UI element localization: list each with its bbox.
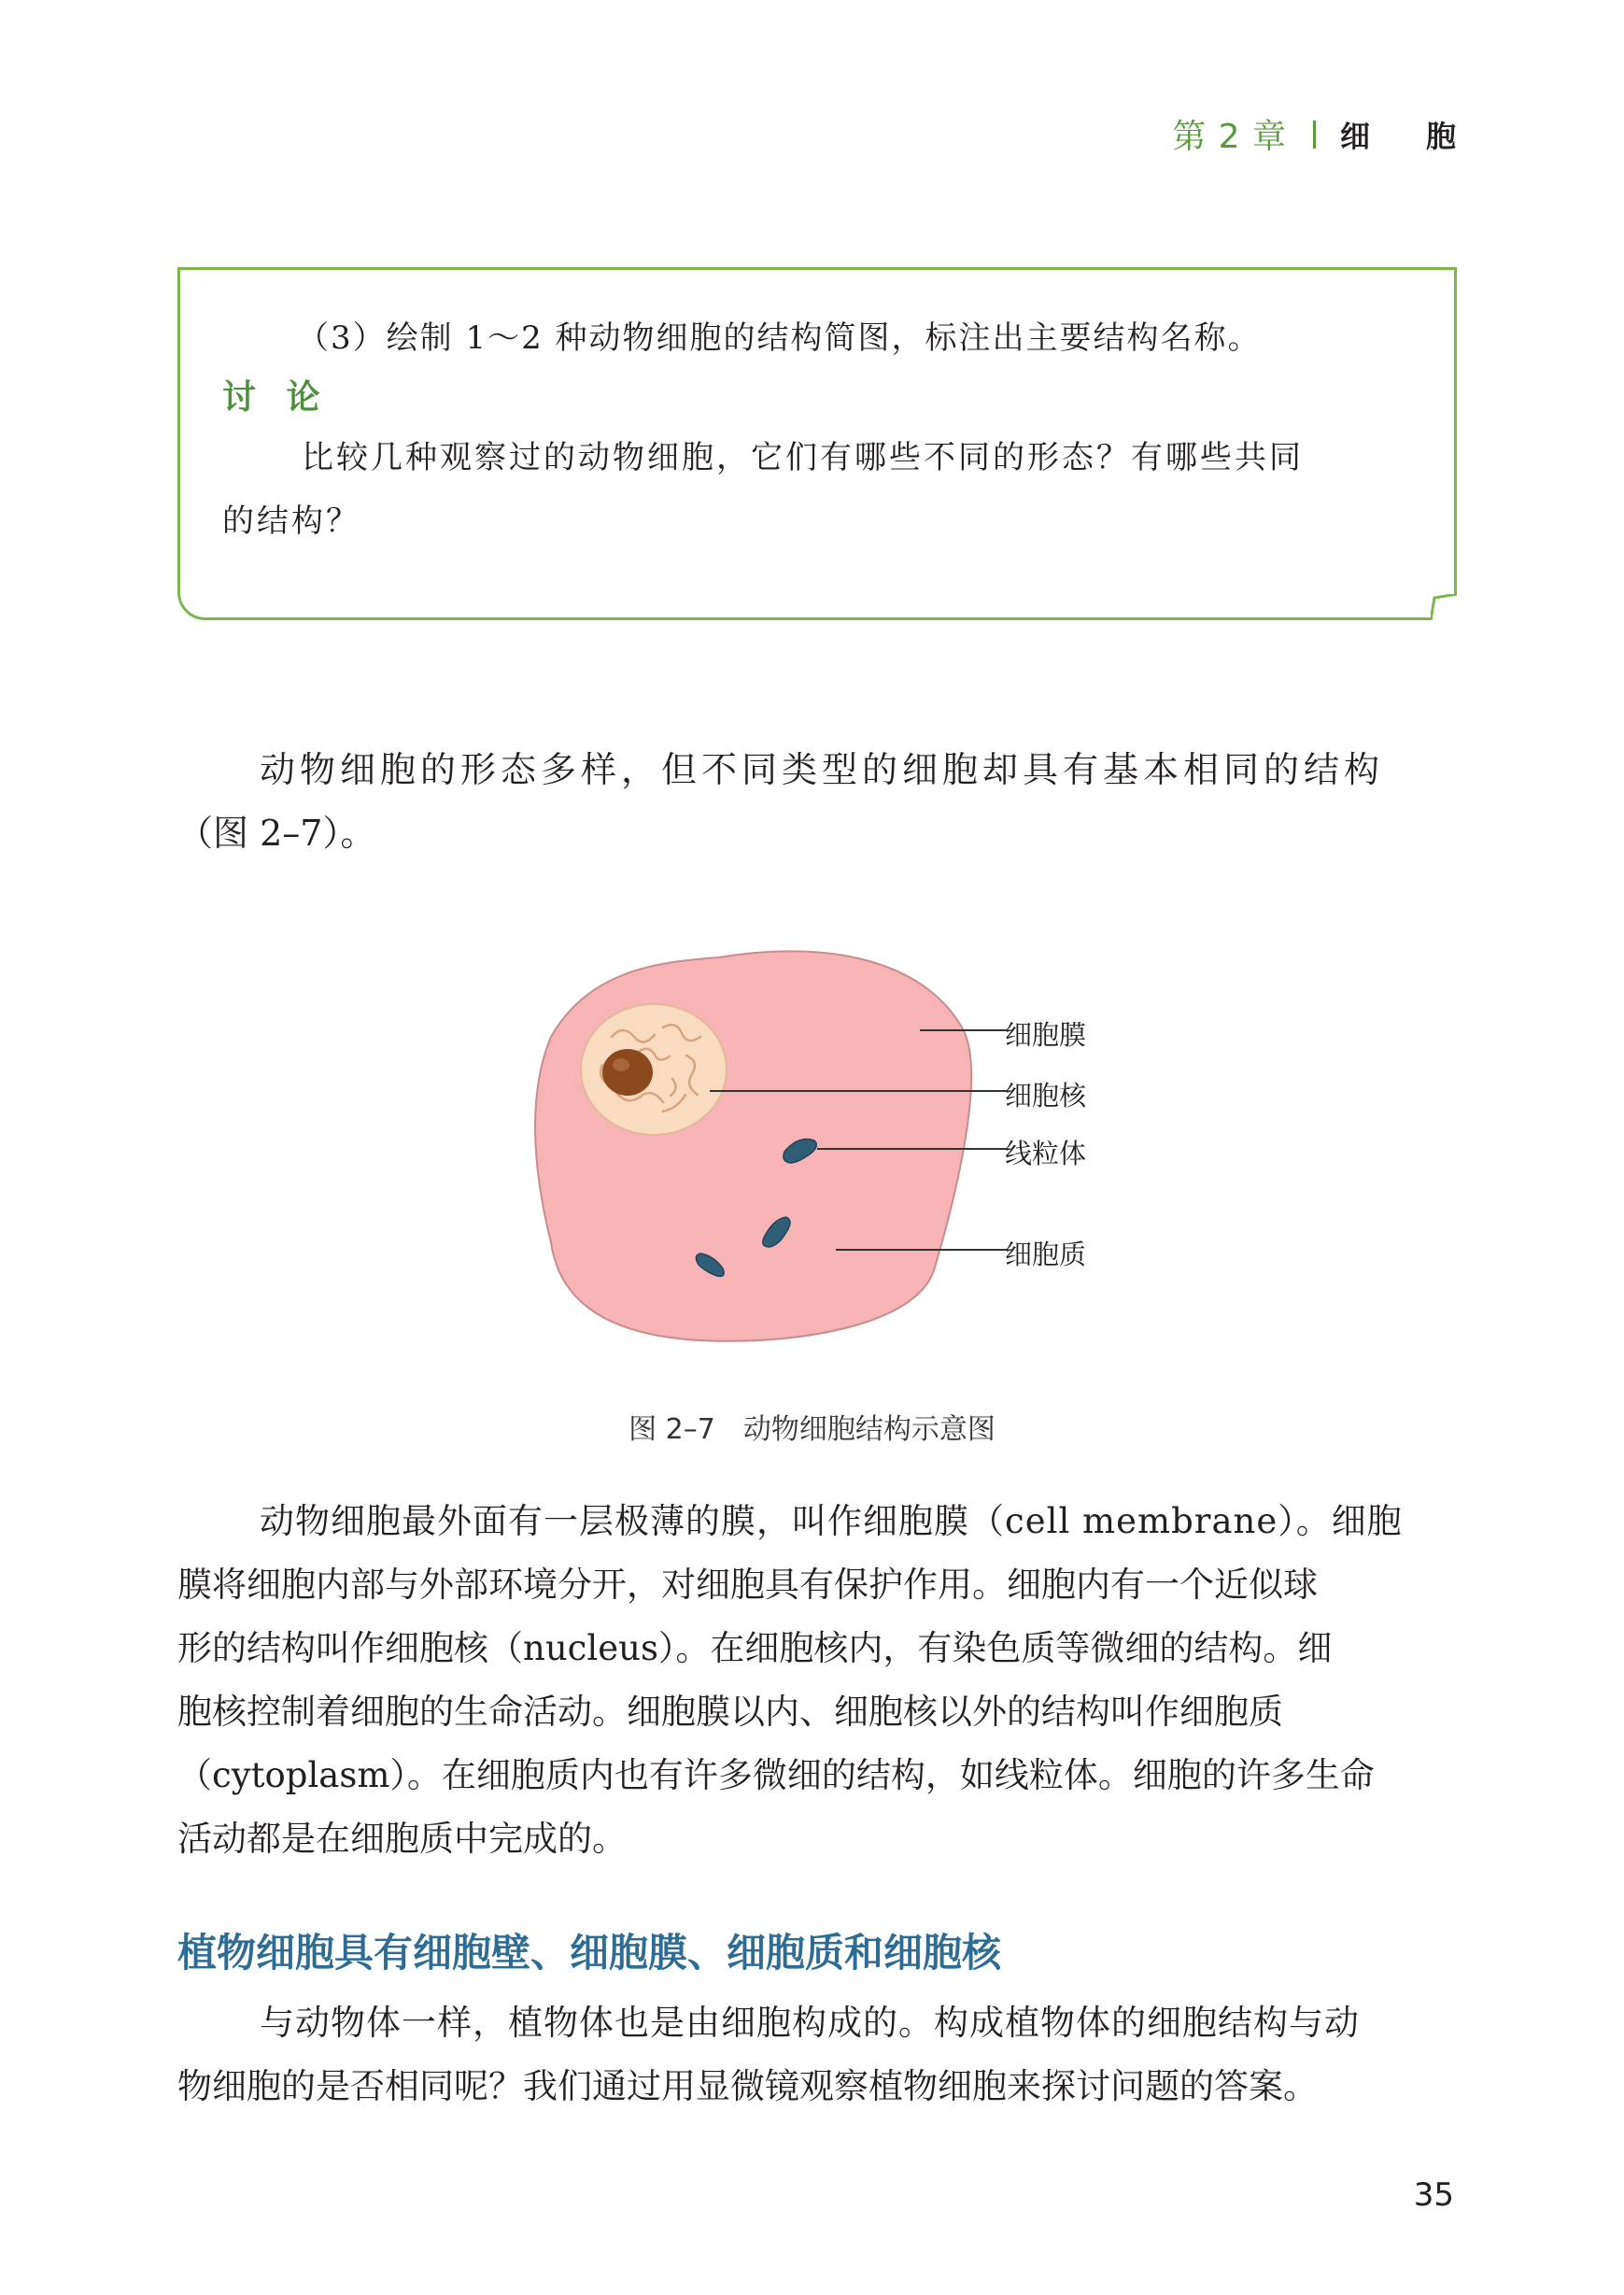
discussion-heading: 讨 论	[222, 378, 330, 417]
section-heading: 植物细胞具有细胞壁、细胞膜、细胞质和细胞核	[177, 1930, 1002, 1976]
body-line: 膜将细胞内部与外部环境分开，对细胞具有保护作用。细胞内有一个近似球	[177, 1565, 1318, 1605]
figure-caption: 图 2–7 动物细胞结构示意图	[628, 1413, 996, 1446]
activity-box	[177, 267, 1457, 620]
label-mitochondria: 线粒体	[1005, 1138, 1087, 1169]
intro-paragraph	[177, 738, 1457, 865]
body-paragraph	[177, 1490, 1457, 1871]
page-fold-corner-icon	[1431, 594, 1457, 620]
header-divider	[1313, 120, 1316, 149]
page-number: 35	[1413, 2176, 1454, 2214]
section-paragraph	[177, 1991, 1457, 2118]
body-line: （cytoplasm）。在细胞质内也有许多微细的结构，如线粒体。细胞的许多生命	[177, 1755, 1375, 1795]
discussion-text-line-1: 比较几种观察过的动物细胞，它们有哪些不同的形态？有哪些共同	[302, 439, 1304, 476]
label-cytoplasm: 细胞质	[1005, 1239, 1087, 1270]
label-nucleus: 细胞核	[1005, 1080, 1087, 1112]
body-line: 活动都是在细胞质中完成的。	[177, 1819, 627, 1859]
nucleolus	[602, 1049, 653, 1096]
body-line: 胞核控制着细胞的生命活动。细胞膜以内、细胞核以外的结构叫作细胞质	[177, 1692, 1283, 1732]
chapter-number: 第 2 章	[1172, 118, 1287, 156]
section-line: 物细胞的是否相同呢？我们通过用显微镜观察植物细胞来探讨问题的答案。	[177, 2066, 1318, 2106]
intro-line: （图 2–7）。	[177, 813, 376, 854]
chapter-title: 细胞	[1339, 118, 1512, 154]
body-line: 形的结构叫作细胞核（nucleus）。在细胞核内，有染色质等微细的结构。细	[177, 1628, 1333, 1668]
intro-line: 动物细胞的形态多样，但不同类型的细胞却具有基本相同的结构	[260, 749, 1385, 790]
discussion-text-line-2: 的结构？	[222, 503, 360, 540]
activity-step-3: （3）绘制 1～2 种动物细胞的结构简图，标注出主要结构名称。	[297, 319, 1262, 357]
running-header	[1172, 110, 1512, 158]
label-cell-membrane: 细胞膜	[1005, 1019, 1087, 1051]
section-line: 与动物体一样，植物体也是由细胞构成的。构成植物体的细胞结构与动	[260, 2003, 1360, 2043]
body-line: 动物细胞最外面有一层极薄的膜，叫作细胞膜（cell membrane）。细胞	[260, 1501, 1403, 1541]
cell-membrane	[535, 951, 971, 1340]
